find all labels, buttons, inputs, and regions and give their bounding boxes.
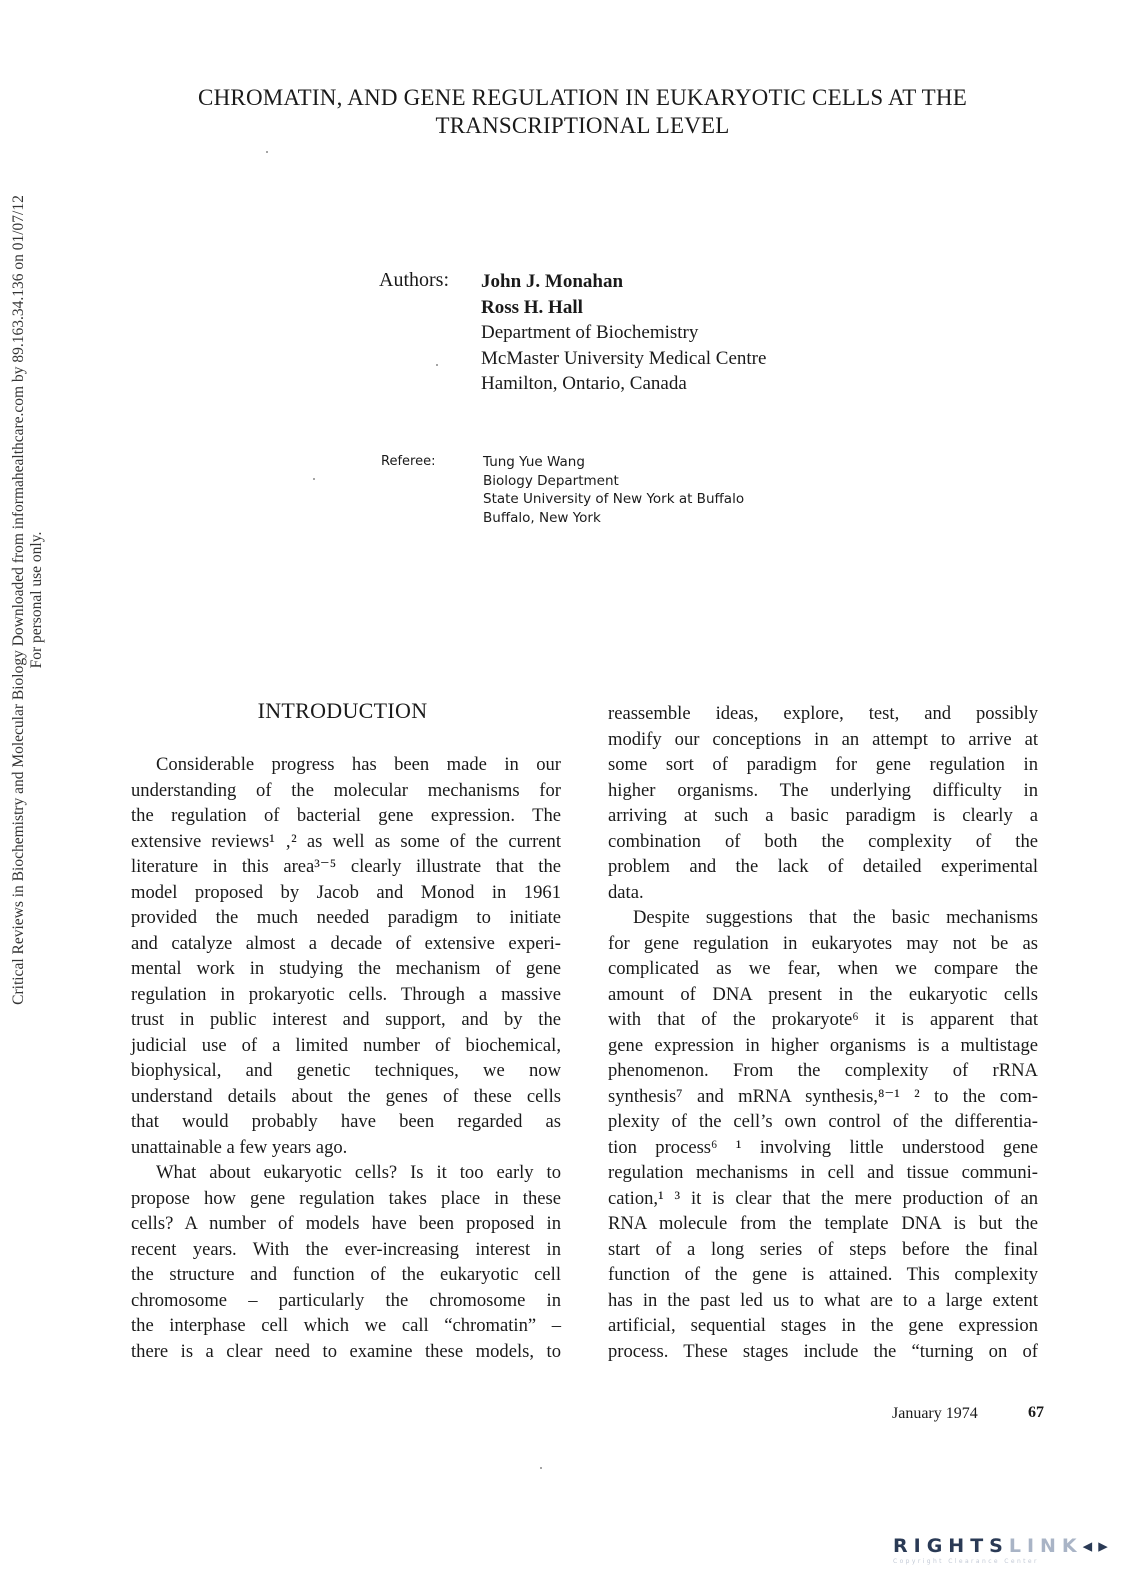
text-line: arriving at such a basic paradigm is clearly a xyxy=(608,805,1038,826)
text-line: process. These stages include the “turning on of xyxy=(608,1340,1038,1362)
text-line: the regulation of bacterial gene expression. The xyxy=(131,805,561,826)
title-line-1: CHROMATIN, AND GENE REGULATION IN EUKARYOTIC CELLS AT THE xyxy=(198,85,967,110)
referee-line: Tung Yue Wang xyxy=(483,454,585,470)
text-line: complicated as we fear, when we compare the xyxy=(608,958,1038,979)
text-line: cells? A number of models have been proposed in xyxy=(131,1213,561,1234)
text-line: propose how gene regulation takes place in these xyxy=(131,1187,561,1209)
text-line: Despite suggestions that the basic mechanisms xyxy=(633,907,1038,928)
logo-mark-icon: ◂▸ xyxy=(1082,1535,1114,1557)
text-line: synthesis⁷ and mRNA synthesis,⁸⁻¹ ² to the com- xyxy=(608,1085,1038,1107)
download-notice-line-2: For personal use only. xyxy=(28,531,45,669)
text-line: modify our conceptions in an attempt to arrive at xyxy=(608,728,1038,750)
text-line: has in the past led us to what are to a large extent xyxy=(608,1289,1038,1311)
referee-label: Referee: xyxy=(381,454,436,469)
text-line: regulation in prokaryotic cells. Through a massive xyxy=(131,983,561,1005)
text-line: that would probably have been regarded as xyxy=(131,1111,561,1132)
referee-line: Biology Department xyxy=(483,472,619,489)
text-line: extensive reviews¹ ‚² as well as some of the current xyxy=(131,830,561,852)
text-line: the structure and function of the eukaryotic cell xyxy=(131,1264,561,1285)
text-line: reassemble ideas, explore, test, and possibly xyxy=(608,703,1038,724)
text-line: provided the much needed paradigm to initiate xyxy=(131,907,561,928)
text-line: understand details about the genes of these cells xyxy=(131,1085,561,1107)
scan-speck xyxy=(436,364,438,366)
referee-line: State University of New York at Buffalo xyxy=(483,491,745,507)
author-name: John J. Monahan xyxy=(481,271,624,292)
text-line: amount of DNA present in the eukaryotic cells xyxy=(608,983,1038,1005)
referee-line: Buffalo, New York xyxy=(483,509,601,526)
logo-text-dark: RIGHTS xyxy=(893,1535,1009,1557)
text-line: literature in this area³⁻⁵ clearly illustrate that the xyxy=(131,856,561,877)
body-column-left xyxy=(131,752,561,1364)
text-line: some sort of paradigm for gene regulation in xyxy=(608,754,1038,775)
text-line: What about eukaryotic cells? Is it too early to xyxy=(156,1162,561,1183)
page-number: 67 xyxy=(1028,1404,1044,1421)
text-line: Considerable progress has been made in our xyxy=(156,754,561,775)
text-line: recent years. With the ever-increasing interest in xyxy=(131,1238,561,1260)
author-name: Ross H. Hall xyxy=(481,296,583,318)
authors-label: Authors: xyxy=(379,269,449,291)
text-line: start of a long series of steps before the final xyxy=(608,1238,1038,1260)
text-line: chromosome – particularly the chromosome in xyxy=(131,1289,561,1311)
text-line: tion process⁶ ¹ involving little understood gene xyxy=(608,1136,1038,1158)
affiliation-line: McMaster University Medical Centre xyxy=(481,347,767,369)
text-line: data. xyxy=(608,881,644,903)
scan-speck xyxy=(313,478,315,480)
text-line: gene expression in higher organisms is a multistage xyxy=(608,1034,1038,1056)
text-line: problem and the lack of detailed experimental xyxy=(608,856,1038,877)
text-line: artificial, sequential stages in the gene expression xyxy=(608,1315,1038,1336)
text-line: regulation mechanisms in cell and tissue communi- xyxy=(608,1162,1038,1183)
text-line: combination of both the complexity of the xyxy=(608,830,1038,852)
text-line: and catalyze almost a decade of extensive experi- xyxy=(131,932,561,954)
text-line: mental work in studying the mechanism of gene xyxy=(131,958,561,979)
logo-subtitle: Copyright Clearance Center xyxy=(893,1558,1039,1565)
text-line: the interphase cell which we call “chromatin” – xyxy=(131,1315,561,1336)
scan-speck xyxy=(266,151,268,153)
text-line: function of the gene is attained. This complexity xyxy=(608,1264,1038,1285)
authors-block xyxy=(481,269,766,397)
text-line: with that of the prokaryote⁶ it is apparent that xyxy=(608,1009,1038,1030)
download-notice xyxy=(10,195,45,1005)
title-line-2: TRANSCRIPTIONAL LEVEL xyxy=(435,113,730,138)
text-line: biophysical, and genetic techniques, we now xyxy=(131,1060,561,1081)
text-line: cation,¹ ³ it is clear that the mere production of an xyxy=(608,1187,1038,1209)
affiliation-line: Department of Biochemistry xyxy=(481,322,699,343)
referee-block xyxy=(483,453,744,527)
body-column-right xyxy=(608,701,1038,1364)
logo-text-light: LINK xyxy=(1008,1535,1083,1557)
download-notice-line-1: Critical Reviews in Biochemistry and Molecular Biology Downloaded from informahealthcare.com by 89.163.34.136 on 01/07/12 xyxy=(10,195,27,1005)
paper-title xyxy=(120,84,1045,140)
text-line: there is a clear need to examine these models, to xyxy=(131,1340,561,1362)
text-line: for gene regulation in eukaryotes may not be as xyxy=(608,932,1038,954)
journal-date: January 1974 xyxy=(892,1405,978,1422)
rightslink-logo xyxy=(893,1535,1123,1569)
text-line: unattainable a few years ago. xyxy=(131,1136,348,1158)
scan-speck xyxy=(540,1467,542,1469)
text-line: plexity of the cell’s own control of the differentia- xyxy=(608,1111,1038,1132)
affiliation-line: Hamilton, Ontario, Canada xyxy=(481,373,687,394)
text-line: RNA molecule from the template DNA is but the xyxy=(608,1213,1038,1234)
text-line: model proposed by Jacob and Monod in 1961 xyxy=(131,881,561,903)
text-line: judicial use of a limited number of biochemical, xyxy=(131,1034,561,1056)
text-line: higher organisms. The underlying difficulty in xyxy=(608,779,1038,801)
text-line: understanding of the molecular mechanisms for xyxy=(131,779,561,801)
text-line: trust in public interest and support, and by the xyxy=(131,1009,561,1030)
text-line: phenomenon. From the complexity of rRNA xyxy=(608,1060,1038,1081)
section-heading: INTRODUCTION xyxy=(257,698,428,723)
